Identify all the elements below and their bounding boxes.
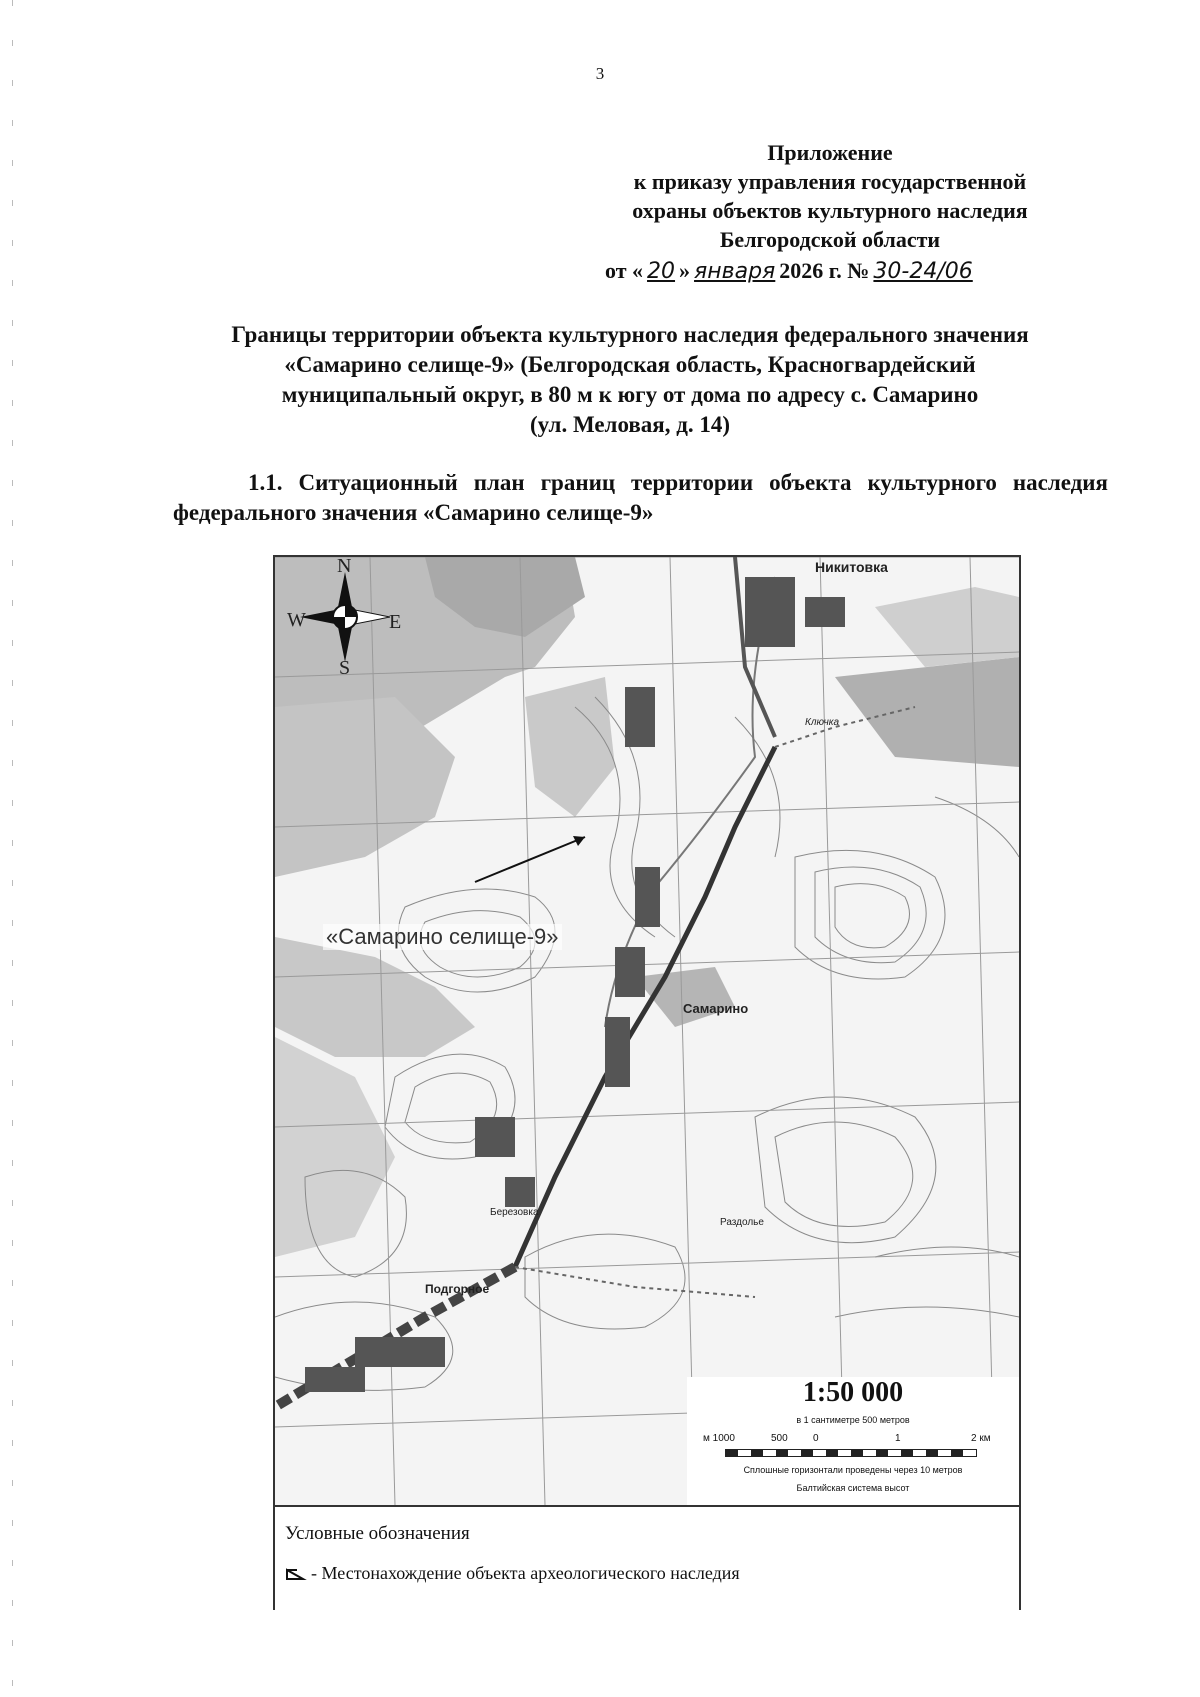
- legend-item: [285, 1563, 740, 1584]
- title-line: муниципальный округ, в 80 м к югу от дома по адресу с. Самарино: [281, 382, 979, 407]
- order-year: 2026 г. №: [779, 258, 870, 283]
- appendix-line: к приказу управления государственной: [633, 169, 1027, 194]
- settlement-label: Никитовка: [815, 559, 888, 575]
- legend-item-label: - Местонахождение объекта археологического наследия: [311, 1563, 740, 1583]
- site-pointer-arrow: [475, 837, 585, 882]
- archaeological-site-icon: [285, 1567, 307, 1581]
- compass-west: W: [287, 609, 306, 631]
- document-title: [150, 320, 1110, 440]
- scale-contour-note: Сплошные горизонтали проведены через 10 метров: [743, 1465, 963, 1475]
- order-line: [605, 258, 1125, 284]
- river-label: Ключка: [805, 717, 840, 728]
- forest-area: [835, 657, 1019, 767]
- order-month-handwritten: января: [694, 259, 776, 284]
- scale-tick: 0: [813, 1433, 819, 1444]
- title-line: «Самарино селище-9» (Белгородская область, Красногвардейский: [284, 352, 976, 377]
- scale-tick: 1: [895, 1433, 901, 1444]
- legend-title: Условные обозначения: [285, 1523, 470, 1544]
- scale-note: в 1 сантиметре 500 метров: [796, 1415, 910, 1425]
- map-graphic: [275, 557, 1019, 1505]
- situation-plan-frame: [273, 555, 1021, 1610]
- forest-area: [275, 937, 475, 1057]
- forest-area: [275, 1037, 395, 1257]
- map-legend: [275, 1505, 1019, 1610]
- appendix-header: [560, 138, 1100, 254]
- scale-height-system: Балтийская система высот: [796, 1483, 910, 1493]
- settlement-label: Раздолье: [720, 1217, 764, 1228]
- settlement-label: Подгорное: [425, 1282, 490, 1296]
- settlement-label: Березовка: [490, 1207, 539, 1218]
- appendix-line: Приложение: [767, 140, 893, 165]
- forest-area: [525, 677, 615, 817]
- order-number-handwritten: 30-24/06: [873, 259, 973, 284]
- compass-east: E: [389, 611, 402, 633]
- appendix-line: охраны объектов культурного наследия: [632, 198, 1028, 223]
- page-number: 3: [595, 64, 605, 83]
- forest-area: [635, 967, 735, 1027]
- settlement-label: Самарино: [683, 1001, 749, 1016]
- scale-tick: 2 км: [971, 1433, 991, 1444]
- forest-area: [875, 587, 1019, 667]
- title-line: Границы территории объекта культурного наследия федерального значения: [231, 322, 1029, 347]
- compass-north: N: [337, 557, 352, 577]
- topographic-map: [275, 557, 1019, 1505]
- compass-south: S: [339, 657, 351, 679]
- scale-legend: [687, 1377, 1019, 1505]
- section-heading: 1.1. Ситуационный план границ территории объекта культурного наследия федерального значения «Самарино селище-9»: [173, 470, 1108, 525]
- scale-ratio: 1:50 000: [802, 1377, 904, 1408]
- appendix-line: Белгородской области: [719, 227, 941, 252]
- forest-area: [275, 697, 455, 877]
- scale-tick: 500: [771, 1433, 788, 1444]
- site-label: «Самарино селище-9»: [323, 924, 562, 950]
- order-prefix: от «: [605, 258, 644, 283]
- scale-tick: м 1000: [703, 1433, 735, 1444]
- order-quote-close: »: [679, 258, 691, 283]
- title-line: (ул. Меловая, д. 14): [529, 412, 731, 437]
- scale-bar: [725, 1449, 977, 1457]
- left-margin-scan-line: [12, 0, 13, 1697]
- order-day-handwritten: 20: [647, 259, 676, 284]
